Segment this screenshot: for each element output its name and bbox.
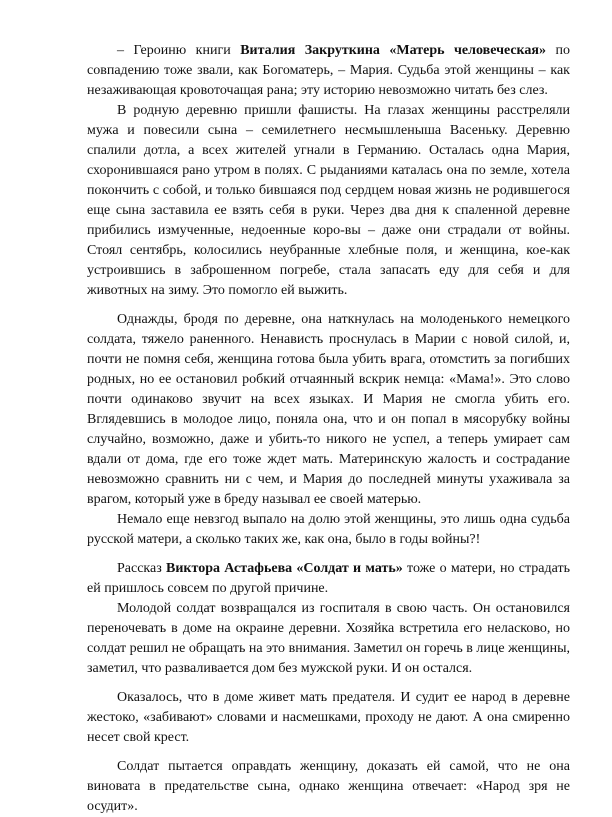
paragraph-1: [87, 41, 570, 101]
paragraph-6: [87, 599, 570, 679]
paragraph-7: [87, 688, 570, 748]
p3-text: Однажды, бродя по деревне, она наткнулась на молоденького немецкого солдата, тяжело раненного. Ненависть проснулась в Марии с новой силой, и, почти не помня себя, женщина готова была убить врага, отомстить за погибших родных, но ее остановил робкий отчаянный вскрик немца: «Мама!». Это слово почти одинаково звучит на всех языках. И Мария не смогла убить его. Вглядевшись в молодое лицо, поняла она, что и он попал в мясорубку войны случайно, возможно, даже и убить-то никого не успел, а теперь умирает сам вдали от дома, где его тоже ждет мать. Материнскую жалость и сострадание невозможно сравнить ни с чем, и Мария до последней минуты ухаживала за врагом, который уже в бреду называл ее своей матерью.: [87, 312, 570, 507]
p2-text: В родную деревню пришли фашисты. На глазах женщины расстреляли мужа и повесили сына – семилетнего несмышленыша Васеньку. Деревню спалили дотла, а всех жителей угнали в Германию. Осталась одна Мария, схоронившаяся рано утром в полях. С рыданиями каталась она по земле, хотела покончить с собой, и только бившаяся под сердцем новая жизнь не родившегося еще сына заставила ее взять себя в руки. Через два дня к спаленной деревне прибились измученные, недоенные коро-вы – даже они страдали от войны. Стоял сентябрь, колосились неубранные хлебные поля, и женщина, кое-как устроившись в заброшенном погребе, стала запасать еду для себя и для животных на зиму. Это помогло ей выжить.: [87, 103, 570, 298]
p5-text-1: Рассказ: [117, 561, 167, 576]
p4-text: Немало еще невзгод выпало на долю этой женщины, это лишь одна судьба русской матери, а сколько таких же, как она, было в годы войны?!: [87, 512, 570, 547]
paragraph-8: [87, 757, 570, 817]
paragraph-3: [87, 310, 570, 510]
document-page: [87, 41, 570, 814]
p5-text-2: тоже о матери, но страдать ей пришлось совсем по другой причине.: [87, 561, 570, 596]
p7-text: Оказалось, что в доме живет мать предателя. И судит ее народ в деревне жестоко, «забивают» словами и насмешками, проходу не дают. А она смиренно несет свой крест.: [87, 690, 570, 745]
paragraph-2: [87, 101, 570, 301]
p1-text-1: – Героиню книги: [117, 43, 241, 58]
paragraph-5: [87, 559, 570, 599]
paragraph-4: [87, 510, 570, 550]
p6-text: Молодой солдат возвращался из госпиталя в свою часть. Он остановился переночевать в доме на окраине деревни. Хозяйка встретила его неласково, но солдат решил не обращать на это внимания. Заметил он горечь в лице женщины, заметил, что разваливается дом без мужской руки. И он остался.: [87, 601, 570, 676]
p1-book-title: Виталия Закруткина «Матерь человеческая»: [240, 43, 546, 58]
p1-text-2: по совпадению тоже звали, как Богоматерь, – Мария. Судьба этой женщины – как незаживающая кровоточащая рана; эту историю невозможно читать без слез.: [87, 43, 570, 98]
p5-story-title: Виктора Астафьева «Солдат и мать»: [166, 561, 403, 576]
p8-text: Солдат пытается оправдать женщину, доказать ей самой, что не она виновата в предательстве сына, однако женщина отвечает: «Народ зря не осудит».: [87, 759, 570, 814]
